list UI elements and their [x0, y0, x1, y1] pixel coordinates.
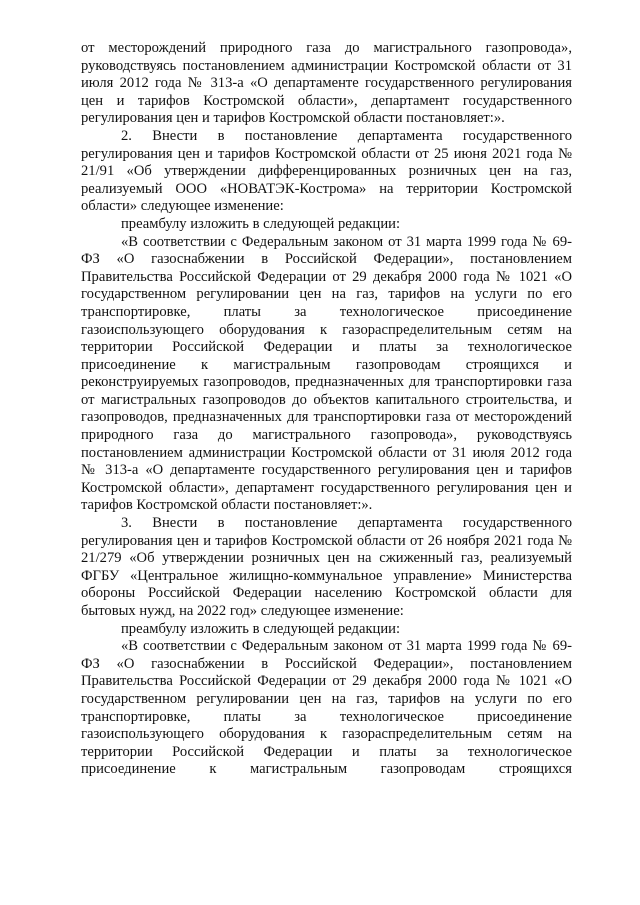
paragraph-preamble-text: «В соответствии с Федеральным законом от 31 марта 1999 года № 69-ФЗ «О газоснабжении в Российской Федерации», постановлением Правительства Российской Федерации от 29 декабря 2000 года № 1021 «О государственном регулировании цен на газ, тарифов на услуги по его транспортировке, платы за технологическое присоединение газоиспользующего оборудования к газораспределительным сетям на территории Российской Федерации и платы за технологическое присоединение к магистральным газопроводам строящихся — [81, 638, 572, 778]
paragraph-item-3: 3. Внести в постановление департамента государственного регулирования цен и тарифов Костромской области от 26 ноября 2021 года № 21/279 «Об утверждении розничных цен на сжиженный газ, реализуемый ФГБУ «Центральное жилищно-коммунальное управление» Министерства обороны Российской Федерации населению Костромской области для бытовых нужд, на 2022 год» следующее изменение: — [81, 515, 572, 619]
paragraph-preamble-instruction: преамбулу изложить в следующей редакции: — [121, 620, 401, 637]
paragraph-item-2: 2. Внести в постановление департамента государственного регулирования цен и тарифов Костромской области от 25 июня 2021 года № 21/91 «Об утверждении дифференцированных розничных цен на газ, реализуемый ООО «НОВАТЭК-Кострома» на территории Костромской области» следующее изменение: — [81, 127, 572, 215]
paragraph-preamble-instruction: преамбулу изложить в следующей редакции: — [121, 215, 401, 232]
paragraph-preamble-continuation: от месторождений природного газа до магистрального газопровода», руководствуясь постановлением администрации Костромской области от 31 июля 2012 года № 313-а «О департаменте государственного регулирования цен и тарифов Костромской области», департамент государственного регулирования цен и тарифов Костромской области постановляет:». — [81, 40, 572, 127]
paragraph-preamble-text: «В соответствии с Федеральным законом от 31 марта 1999 года № 69-ФЗ «О газоснабжении в Российской Федерации», постановлением Правительства Российской Федерации от 29 декабря 2000 года № 1021 «О государственном регулировании цен на газ, тарифов на услуги по его транспортировке, платы за технологическое присоединение газоиспользующего оборудования к газораспределительным сетям на территории Российской Федерации и платы за технологическое присоединение к магистральным газопроводам строящихся и реконструируемых газопроводов, предназначенных для транспортировки газа от магистральных газопроводов до объектов капитального строительства, и газопроводов, предназначенных для транспортировки газа от месторождений природного газа до магистрального газопровода», руководствуясь постановлением администрации Костромской области от 31 июля 2012 года № 313-а «О департаменте государственного регулирования цен и тарифов Костромской области», департамент государственного регулирования цен и тарифов Костромской области постановляет:». — [81, 233, 572, 514]
